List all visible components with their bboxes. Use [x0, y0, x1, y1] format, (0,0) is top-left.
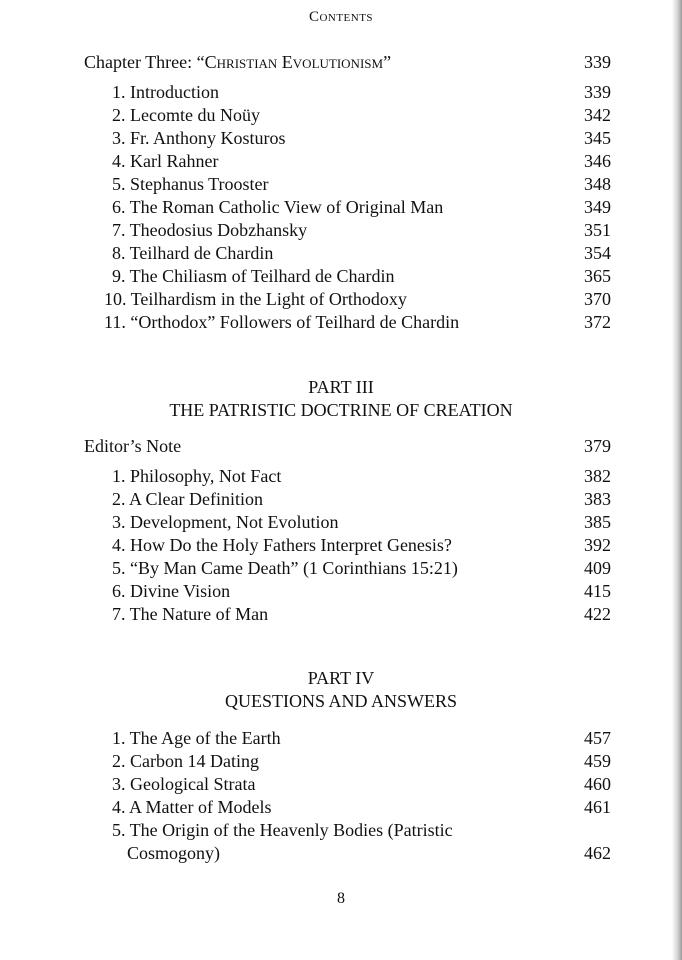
entry-page: 385 [584, 512, 611, 532]
entry-page: 342 [584, 105, 611, 125]
toc-entry [104, 311, 611, 334]
entry-page: 348 [584, 174, 611, 194]
entry-label: 9. The Chiliasm of Teilhard de Chardin [112, 266, 395, 286]
running-header: Contents [308, 9, 374, 25]
entry-label: 6. The Roman Catholic View of Original Man [112, 197, 444, 217]
editors-note [84, 435, 611, 458]
toc-entry [112, 127, 611, 150]
toc-entry-continuation [112, 842, 611, 865]
entry-label: 3. Geological Strata [112, 774, 256, 794]
entry-page: 457 [584, 728, 611, 748]
entry-page: 461 [584, 797, 611, 817]
toc-entry [112, 580, 611, 603]
toc-entry [112, 750, 611, 773]
toc-entry [112, 465, 611, 488]
entry-page: 392 [584, 535, 611, 555]
toc-entry [112, 242, 611, 265]
entry-page: 460 [584, 774, 611, 794]
entry-page: 346 [584, 151, 611, 171]
part-four-title: QUESTIONS AND ANSWERS [224, 691, 458, 711]
chapter-three-title: Chapter Three: “Christian Evolutionism” [84, 52, 392, 72]
entry-label: 1. The Age of the Earth [112, 728, 281, 748]
toc-entry [104, 288, 611, 311]
toc-entry-multiline [112, 819, 611, 842]
entry-label: 4. How Do the Holy Fathers Interpret Genesis? [112, 535, 452, 555]
toc-entry [112, 511, 611, 534]
entry-page: 383 [584, 489, 611, 509]
page-number: 8 [337, 890, 345, 907]
toc-entry [112, 796, 611, 819]
entry-label-line-2: Cosmogony) [127, 843, 221, 863]
entry-page: 459 [584, 751, 611, 771]
toc-entry [112, 196, 611, 219]
entry-page: 462 [584, 843, 611, 863]
toc-entry [112, 150, 611, 173]
toc-entry [112, 534, 611, 557]
entry-label: 2. A Clear Definition [112, 489, 263, 509]
part-three-label: PART III [308, 377, 374, 397]
entry-page: 339 [584, 82, 611, 102]
entry-label: 7. Theodosius Dobzhansky [112, 220, 308, 240]
toc-entry [112, 603, 611, 626]
part-three-title: THE PATRISTIC DOCTRINE OF CREATION [169, 400, 513, 420]
entry-label: 10. Teilhardism in the Light of Orthodoxy [104, 289, 407, 309]
part-four-label: PART IV [307, 668, 375, 688]
entry-label: 1. Introduction [112, 82, 219, 102]
entry-label: 2. Carbon 14 Dating [112, 751, 259, 771]
entry-label: 1. Philosophy, Not Fact [112, 466, 282, 486]
entry-page: 409 [584, 558, 611, 578]
toc-entry [112, 265, 611, 288]
chapter-three-heading [84, 51, 611, 74]
toc-entry [112, 173, 611, 196]
editors-note-label: Editor’s Note [84, 436, 182, 456]
entry-label: 8. Teilhard de Chardin [112, 243, 274, 263]
chapter-three-page: 339 [584, 52, 611, 72]
entry-label: 6. Divine Vision [112, 581, 231, 601]
entry-label: 5. Stephanus Trooster [112, 174, 269, 194]
entry-label: 2. Lecomte du Noüy [112, 105, 260, 125]
toc-entry [112, 557, 611, 580]
toc-entry [112, 219, 611, 242]
entry-page: 415 [584, 581, 611, 601]
entry-page: 354 [584, 243, 611, 263]
entry-label: 3. Development, Not Evolution [112, 512, 339, 532]
toc-entry [112, 727, 611, 750]
entry-label: 11. “Orthodox” Followers of Teilhard de Chardin [104, 312, 460, 332]
toc-entry [112, 773, 611, 796]
entry-page: 372 [584, 312, 611, 332]
entry-label: 4. A Matter of Models [112, 797, 272, 817]
entry-label-line-1: 5. The Origin of the Heavenly Bodies (Patristic [112, 820, 453, 840]
entry-label: 7. The Nature of Man [112, 604, 269, 624]
entry-page: 365 [584, 266, 611, 286]
entry-page: 370 [584, 289, 611, 309]
entry-page: 382 [584, 466, 611, 486]
entry-page: 422 [584, 604, 611, 624]
page-edge-shadow [672, 0, 682, 960]
toc-entry [112, 488, 611, 511]
toc-entry [112, 81, 611, 104]
entry-label: 5. “By Man Came Death” (1 Corinthians 15:21) [112, 558, 458, 578]
entry-page: 351 [584, 220, 611, 240]
editors-note-page: 379 [584, 436, 611, 456]
entry-page: 349 [584, 197, 611, 217]
entry-page: 345 [584, 128, 611, 148]
entry-label: 4. Karl Rahner [112, 151, 219, 171]
entry-label: 3. Fr. Anthony Kosturos [112, 128, 286, 148]
toc-entry [112, 104, 611, 127]
